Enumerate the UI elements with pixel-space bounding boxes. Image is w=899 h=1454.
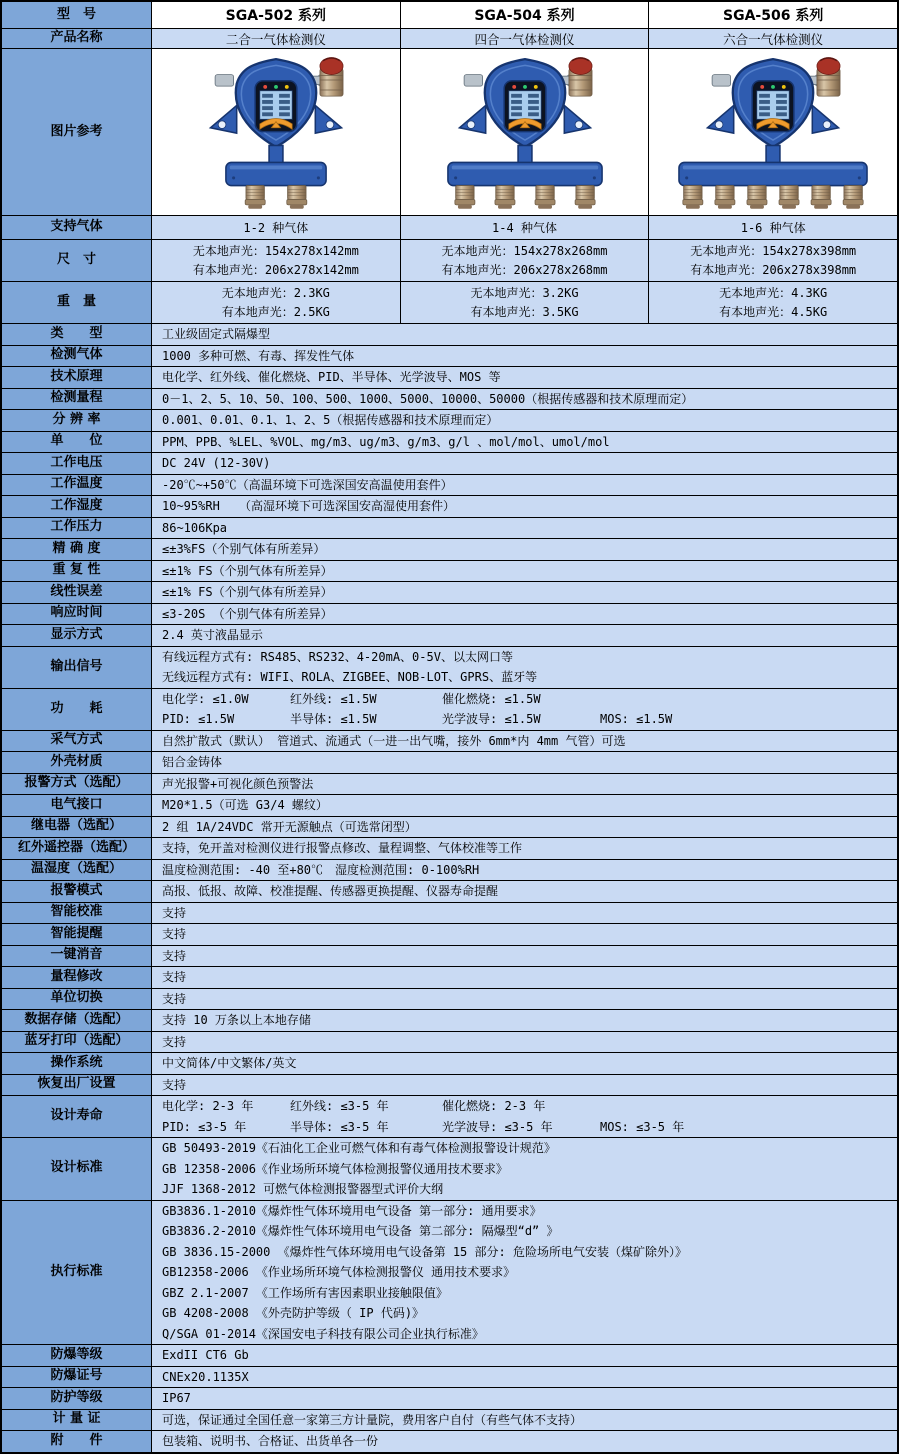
spec-row-label: 继电器（选配） — [2, 817, 152, 838]
spec-row-38 — [2, 1345, 897, 1367]
spec-row-18 — [2, 731, 897, 753]
spec-row-value — [152, 324, 897, 345]
sensor-probe-icon — [779, 186, 799, 209]
model-sga-506: SGA-506 系列 — [649, 2, 897, 28]
spec-row-label: 恢复出厂设置 — [2, 1075, 152, 1096]
product-name-row — [2, 29, 897, 49]
status-led-yellow — [533, 85, 537, 89]
spec-row-value — [152, 989, 897, 1010]
alarm-beacon-icon — [568, 58, 591, 97]
spec-row-value — [152, 967, 897, 988]
spec-value-line: 支持 — [162, 1034, 187, 1049]
dimension-line: 有本地声光：206x278x398mm — [690, 262, 857, 277]
spec-value-line: GB 3836.15-2000 《爆炸性气体环境用电气设备第 15 部分: 危险场所电气安装（煤矿除外）》 — [162, 1244, 687, 1259]
spec-row-1 — [2, 324, 897, 346]
spec-row-label: 线性误差 — [2, 582, 152, 603]
spec-row-14 — [2, 604, 897, 626]
spec-value-line: 支持 — [162, 948, 187, 963]
spec-value-line: GB 50493-2019《石油化工企业可燃气体和有毒气体检测报警设计规范》 — [162, 1141, 556, 1155]
sensor-manifold — [226, 162, 326, 185]
spec-row-value — [152, 689, 897, 730]
spec-row-label: 智能提醒 — [2, 924, 152, 945]
sensor-probe-icon — [494, 186, 514, 209]
spec-row-value — [152, 1201, 897, 1345]
spec-row-label: 单位切换 — [2, 989, 152, 1010]
spec-row-value — [152, 1367, 897, 1388]
spec-row-value — [152, 1053, 897, 1074]
spec-row-label: 红外遥控器（选配） — [2, 838, 152, 859]
sensor-probe-icon — [575, 186, 595, 209]
product-image-sga-504 — [401, 49, 650, 215]
spec-row-value — [152, 453, 897, 474]
spec-row-value — [152, 518, 897, 539]
spec-row-label: 电气接口 — [2, 795, 152, 816]
spec-value-line: Q/SGA 01-2014《深国安电子科技有限公司企业执行标准》 — [162, 1326, 484, 1341]
sensor-probe-icon — [245, 186, 265, 209]
spec-value-line: ≤±3%FS（个别气体有所差异） — [162, 542, 326, 556]
weight-row — [2, 282, 897, 324]
alarm-beacon-icon — [817, 58, 840, 97]
spec-value-segment: MOS: ≤3-5 年 — [600, 1119, 685, 1134]
dimensions-row — [2, 240, 897, 282]
spec-value-line: ≤±1% FS（个别气体有所差异） — [162, 563, 333, 578]
spec-row-31 — [2, 1010, 897, 1032]
spec-row-label: 检测气体 — [2, 346, 152, 367]
device-screen — [504, 81, 546, 132]
spec-row-label: 蓝牙打印（选配） — [2, 1032, 152, 1053]
sensor-probe-icon — [683, 186, 703, 209]
spec-row-value — [152, 795, 897, 816]
spec-value-line: 声光报警+可视化颜色预警法 — [162, 776, 314, 791]
spec-value-line: GB3836.1-2010《爆炸性气体环境用电气设备 第一部分: 通用要求》 — [162, 1203, 542, 1218]
spec-row-41 — [2, 1410, 897, 1432]
weight-2 — [401, 282, 650, 323]
spec-row-9 — [2, 496, 897, 518]
sensor-probe-icon — [287, 186, 307, 209]
spec-row-30 — [2, 989, 897, 1011]
spec-row-value — [152, 496, 897, 517]
spec-row-value — [152, 1010, 897, 1031]
spec-row-26 — [2, 903, 897, 925]
sensor-manifold — [679, 162, 867, 185]
spec-value-line: CNEx20.1135X — [162, 1369, 249, 1384]
spec-row-23 — [2, 838, 897, 860]
product-name-1: 二合一气体检测仪 — [152, 29, 401, 48]
spec-row-27 — [2, 924, 897, 946]
spec-row-label: 响应时间 — [2, 604, 152, 625]
spec-row-value — [152, 881, 897, 902]
device-screen — [752, 81, 794, 132]
spec-row-label: 工作温度 — [2, 475, 152, 496]
spec-value-line: GB12358-2006 《作业场所环境气体检测报警仪 通用技术要求》 — [162, 1265, 516, 1279]
spec-row-36 — [2, 1138, 897, 1201]
spec-value-segment: 光学波导: ≤1.5W — [442, 712, 541, 726]
spec-value-line: IP67 — [162, 1391, 191, 1405]
spec-value-line: 支持 10 万条以上本地存储 — [162, 1013, 311, 1027]
spec-row-label: 一键消音 — [2, 946, 152, 967]
spec-row-2 — [2, 346, 897, 368]
spec-value-line: M20*1.5（可选 G3/4 螺纹） — [162, 798, 328, 812]
status-led-red — [512, 85, 516, 89]
spec-row-8 — [2, 475, 897, 497]
model-row-label: 型 号 — [2, 2, 152, 28]
spec-row-value — [152, 367, 897, 388]
spec-row-34 — [2, 1075, 897, 1097]
spec-value-line: 1000 多种可燃、有毒、挥发性气体 — [162, 348, 355, 363]
spec-row-value — [152, 604, 897, 625]
image-row-label: 图片参考 — [2, 49, 152, 215]
weight-3 — [649, 282, 897, 323]
spec-row-value — [152, 1410, 897, 1431]
product-image-sga-502 — [152, 49, 401, 215]
spec-row-label: 工作压力 — [2, 518, 152, 539]
conduit-entry-left — [464, 75, 482, 87]
spec-row-29 — [2, 967, 897, 989]
spec-value-line: GB 4208-2008 《外壳防护等级（ IP 代码)》 — [162, 1306, 425, 1320]
spec-value-segment: 电化学: ≤1.0W — [162, 691, 249, 706]
sensor-probe-icon — [843, 186, 863, 209]
spec-value-line: 支持，免开盖对检测仪进行报警点修改、量程调整、气体校准等工作 — [162, 841, 523, 855]
spec-value-segment: 半导体: ≤1.5W — [290, 712, 377, 726]
supported-gas-row — [2, 216, 897, 240]
spec-row-5 — [2, 410, 897, 432]
spec-value-line: 无线远程方式有: WIFI、ROLA、ZIGBEE、NOB-LOT、GPRS、蓝牙等 — [162, 670, 538, 684]
spec-row-label: 防爆等级 — [2, 1345, 152, 1366]
dimensions-2 — [401, 240, 650, 281]
spec-row-value — [152, 731, 897, 752]
status-led-yellow — [782, 85, 786, 89]
spec-value-segment: 催化燃烧: 2-3 年 — [442, 1099, 546, 1113]
spec-row-3 — [2, 367, 897, 389]
sensor-probe-icon — [811, 186, 831, 209]
spec-value-line: 可选，保证通过全国任意一家第三方计量院，费用客户自付（有些气体不支持） — [162, 1412, 583, 1427]
weight-line: 无本地声光：2.3KG — [221, 285, 330, 300]
spec-row-value — [152, 860, 897, 881]
spec-value-line: 有线远程方式有: RS485、RS232、4-20mA、0-5V、以太网口等 — [162, 649, 513, 664]
dimension-line: 无本地声光：154x278x268mm — [441, 243, 608, 258]
spec-row-label: 报警方式（选配） — [2, 774, 152, 795]
weight-line: 无本地声光：3.2KG — [470, 285, 579, 300]
product-name-3: 六合一气体检测仪 — [649, 29, 897, 48]
spec-value-line: GBZ 2.1-2007 《工作场所有害因素职业接触限值》 — [162, 1285, 448, 1300]
spec-row-32 — [2, 1032, 897, 1054]
spec-row-value — [152, 1032, 897, 1053]
gas-detector-illustration — [422, 53, 628, 211]
model-sga-504: SGA-504 系列 — [401, 2, 650, 28]
spec-value-line: 支持 — [162, 927, 187, 941]
spec-row-value — [152, 838, 897, 859]
gas-detector-illustration — [670, 53, 876, 211]
spec-value-line: 86~106Kpa — [162, 520, 228, 535]
spec-row-label: 数据存储（选配） — [2, 1010, 152, 1031]
spec-row-28 — [2, 946, 897, 968]
status-led-red — [263, 85, 267, 89]
spec-row-value — [152, 1075, 897, 1096]
spec-row-21 — [2, 795, 897, 817]
spec-row-label: 防爆证号 — [2, 1367, 152, 1388]
spec-row-label: 工作湿度 — [2, 496, 152, 517]
dimension-line: 无本地声光：154x278x142mm — [192, 243, 359, 258]
spec-row-value — [152, 346, 897, 367]
spec-row-label: 设计标准 — [2, 1138, 152, 1200]
spec-value-line: 2 组 1A/24VDC 常开无源触点（可选常闭型） — [162, 819, 417, 834]
spec-row-label: 外壳材质 — [2, 752, 152, 773]
spec-value-line: -20℃~+50℃（高温环境下可选深国安高温使用套件） — [162, 477, 453, 492]
spec-row-label: 单 位 — [2, 432, 152, 453]
alarm-beacon-icon — [320, 58, 343, 97]
spec-row-15 — [2, 625, 897, 647]
spec-row-value — [152, 1138, 897, 1200]
spec-row-label: 检测量程 — [2, 389, 152, 410]
spec-value-segment: 半导体: ≤3-5 年 — [290, 1119, 389, 1134]
spec-row-label: 精 确 度 — [2, 539, 152, 560]
spec-row-label: 类 型 — [2, 324, 152, 345]
spec-value-line: DC 24V (12-30V) — [162, 456, 271, 470]
spec-row-label: 操作系统 — [2, 1053, 152, 1074]
spec-value-line: 支持 — [162, 970, 187, 984]
spec-row-40 — [2, 1388, 897, 1410]
spec-value-line: 电化学、红外线、催化燃烧、PID、半导体、光学波导、MOS 等 — [162, 370, 501, 384]
spec-row-value — [152, 1431, 897, 1452]
spec-row-label: 量程修改 — [2, 967, 152, 988]
spec-row-label: 显示方式 — [2, 625, 152, 646]
spec-row-value — [152, 561, 897, 582]
spec-row-label: 智能校准 — [2, 903, 152, 924]
spec-row-value — [152, 432, 897, 453]
spec-value-line: ExdII CT6 Gb — [162, 1348, 249, 1362]
spec-row-20 — [2, 774, 897, 796]
spec-value-line: 自然扩散式（默认） 管道式、流通式（一进一出气嘴，接外 6mm*内 4mm 气管）可选 — [162, 733, 626, 748]
dimensions-1 — [152, 240, 401, 281]
conduit-entry-left — [712, 75, 730, 87]
spec-row-value — [152, 1096, 897, 1137]
spec-value-line: 铝合金铸体 — [162, 755, 223, 769]
conduit-entry-left — [215, 75, 233, 87]
product-name-2: 四合一气体检测仪 — [401, 29, 650, 48]
spec-value-line: GB 12358-2006《作业场所环境气体检测报警仪通用技术要求》 — [162, 1161, 508, 1176]
spec-row-33 — [2, 1053, 897, 1075]
product-image-sga-506 — [649, 49, 897, 215]
spec-value-line: ≤3-20S （个别气体有所差异） — [162, 606, 333, 621]
supported-gas-2: 1-4 种气体 — [401, 216, 650, 239]
spec-value-segment: MOS: ≤1.5W — [600, 712, 673, 726]
sensor-probe-icon — [715, 186, 735, 209]
spec-value-line: GB3836.2-2010《爆炸性气体环境用电气设备 第二部分: 隔爆型“d” 》 — [162, 1224, 559, 1238]
weight-line: 有本地声光：4.5KG — [719, 304, 828, 319]
spec-value-segment: 红外线: ≤1.5W — [290, 691, 377, 706]
spec-value-line: ≤±1% FS（个别气体有所差异） — [162, 585, 333, 599]
spec-row-7 — [2, 453, 897, 475]
spec-row-25 — [2, 881, 897, 903]
spec-row-value — [152, 946, 897, 967]
spec-row-label: 报警模式 — [2, 881, 152, 902]
spec-row-16 — [2, 647, 897, 689]
spec-value-line: 包装箱、说明书、合格证、出货单各一份 — [162, 1434, 379, 1448]
spec-row-13 — [2, 582, 897, 604]
spec-value-segment: PID: ≤1.5W — [162, 712, 235, 726]
status-led-green — [771, 85, 775, 89]
model-sga-502: SGA-502 系列 — [152, 2, 401, 28]
spec-row-label: 防护等级 — [2, 1388, 152, 1409]
spec-value-segment: 电化学: 2-3 年 — [162, 1099, 254, 1113]
spec-value-line: 高报、低报、故障、校准提醒、传感器更换提醒、仪器寿命提醒 — [162, 884, 499, 898]
dimensions-3 — [649, 240, 897, 281]
sensor-probe-icon — [747, 186, 767, 209]
weight-line: 有本地声光：3.5KG — [470, 304, 579, 319]
status-led-yellow — [285, 85, 289, 89]
supported-gas-3: 1-6 种气体 — [649, 216, 897, 239]
weight-1 — [152, 282, 401, 323]
spec-row-24 — [2, 860, 897, 882]
spec-value-line: 支持 — [162, 1077, 187, 1092]
spec-row-value — [152, 625, 897, 646]
spec-row-value — [152, 1345, 897, 1366]
spec-row-label: 功 耗 — [2, 689, 152, 730]
spec-row-label: 采气方式 — [2, 731, 152, 752]
spec-value-line: 工业级固定式隔爆型 — [162, 327, 271, 341]
spec-value-line: 中文简体/中文繁体/英文 — [162, 1056, 297, 1070]
spec-row-17 — [2, 689, 897, 731]
supported-gas-label: 支持气体 — [2, 216, 152, 239]
spec-row-4 — [2, 389, 897, 411]
spec-value-segment: 红外线: ≤3-5 年 — [290, 1099, 389, 1113]
status-led-green — [274, 85, 278, 89]
product-name-label: 产品名称 — [2, 29, 152, 48]
spec-row-35 — [2, 1096, 897, 1138]
dimension-line: 有本地声光：206x278x268mm — [441, 262, 608, 277]
spec-value-segment: 光学波导: ≤3-5 年 — [442, 1119, 553, 1134]
spec-row-label: 执行标准 — [2, 1201, 152, 1345]
spec-row-label: 计 量 证 — [2, 1410, 152, 1431]
spec-row-label: 附 件 — [2, 1431, 152, 1452]
supported-gas-1: 1-2 种气体 — [152, 216, 401, 239]
spec-value-line: 支持 — [162, 905, 187, 920]
model-header-row — [2, 2, 897, 29]
spec-value-line: PPM、PPB、%LEL、%VOL、mg/m3、ug/m3、g/m3、g/l 、mol/mol、umol/mol — [162, 434, 610, 449]
spec-row-value — [152, 774, 897, 795]
spec-value-segment: 催化燃烧: ≤1.5W — [442, 691, 541, 706]
spec-row-6 — [2, 432, 897, 454]
spec-row-12 — [2, 561, 897, 583]
device-screen — [255, 81, 297, 132]
spec-value-line: 温度检测范围: -40 至+80℃ 湿度检测范围: 0-100%RH — [162, 862, 480, 877]
spec-value-line: JJF 1368-2012 可燃气体检测报警器型式评价大纲 — [162, 1182, 444, 1196]
spec-row-label: 技术原理 — [2, 367, 152, 388]
spec-row-value — [152, 389, 897, 410]
spec-row-label: 设计寿命 — [2, 1096, 152, 1137]
spec-row-value — [152, 903, 897, 924]
product-image-row — [2, 49, 897, 216]
spec-row-value — [152, 924, 897, 945]
spec-row-label: 重 复 性 — [2, 561, 152, 582]
spec-row-37 — [2, 1201, 897, 1346]
spec-row-value — [152, 817, 897, 838]
spec-row-10 — [2, 518, 897, 540]
spec-row-value — [152, 582, 897, 603]
status-led-red — [760, 85, 764, 89]
spec-value-line: 支持 — [162, 991, 187, 1006]
spec-row-value — [152, 475, 897, 496]
spec-value-segment: PID: ≤3-5 年 — [162, 1119, 247, 1134]
status-led-green — [523, 85, 527, 89]
dimension-line: 有本地声光：206x278x142mm — [192, 262, 359, 277]
spec-row-label: 分 辨 率 — [2, 410, 152, 431]
weight-line: 无本地声光：4.3KG — [719, 285, 828, 300]
spec-row-label: 温湿度（选配） — [2, 860, 152, 881]
weight-line: 有本地声光：2.5KG — [221, 304, 330, 319]
spec-value-line: 2.4 英寸液晶显示 — [162, 628, 263, 642]
spec-row-value — [152, 1388, 897, 1409]
spec-row-value — [152, 410, 897, 431]
spec-row-label: 输出信号 — [2, 647, 152, 688]
spec-row-22 — [2, 817, 897, 839]
spec-row-label: 工作电压 — [2, 453, 152, 474]
spec-row-value — [152, 752, 897, 773]
spec-value-line: 10~95%RH （高湿环境下可选深国安高湿使用套件） — [162, 499, 456, 513]
dimension-line: 无本地声光：154x278x398mm — [690, 243, 857, 258]
spec-rows-container — [2, 324, 897, 1452]
spec-row-42 — [2, 1431, 897, 1452]
sensor-manifold — [447, 162, 601, 185]
spec-row-value — [152, 539, 897, 560]
spec-value-line: 0－1、2、5、10、50、100、500、1000、5000、10000、50000（根据传感器和技术原理而定） — [162, 391, 694, 406]
spec-row-39 — [2, 1367, 897, 1389]
sensor-probe-icon — [535, 186, 555, 209]
dimensions-label: 尺 寸 — [2, 240, 152, 281]
sensor-probe-icon — [454, 186, 474, 209]
spec-row-value — [152, 647, 897, 688]
spec-row-11 — [2, 539, 897, 561]
spec-value-line: 0.001、0.01、0.1、1、2、5（根据传感器和技术原理而定） — [162, 413, 499, 427]
weight-label: 重 量 — [2, 282, 152, 323]
spec-row-19 — [2, 752, 897, 774]
gas-detector-illustration — [173, 53, 379, 211]
